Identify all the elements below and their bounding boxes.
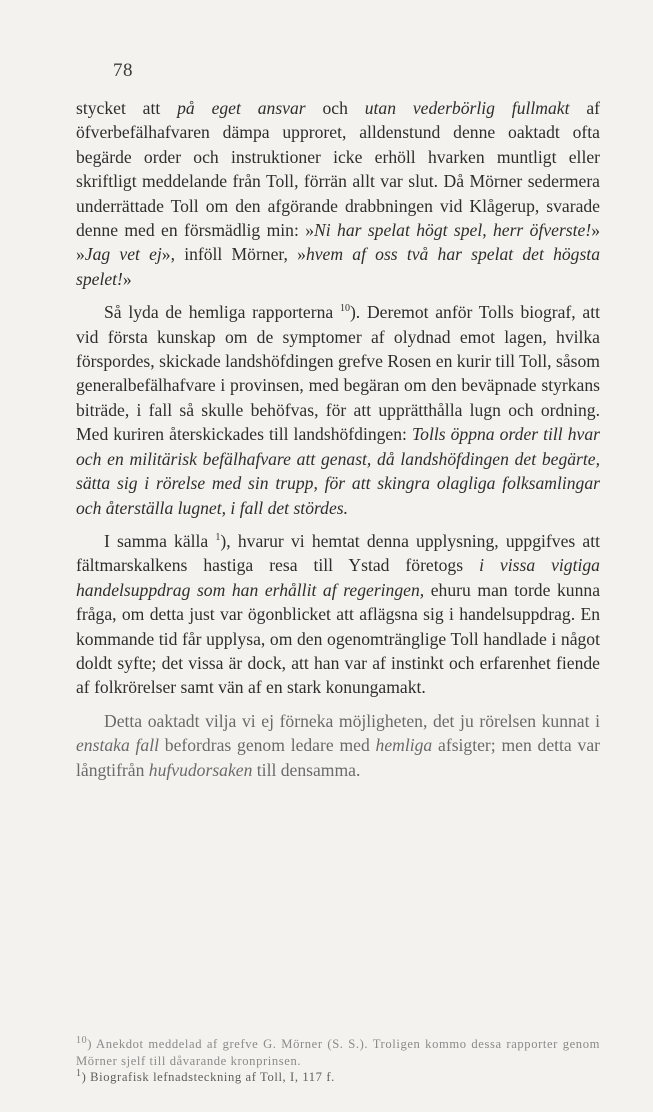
italic-text: på eget ansvar [177, 98, 306, 118]
body-text-run: ), hvarur vi hemtat denna upplysning, uppgifves att fältmarskalkens hastiga resa till Ystad företogs [76, 530, 600, 576]
italic-text: enstaka fall [76, 735, 159, 756]
footnote-reference: 1 [215, 532, 221, 544]
footnote-text: ) Biografisk lefnadsteckning af Toll, I, 117 f. [81, 1070, 335, 1085]
body-text [76, 96, 600, 782]
body-text-run: » [122, 268, 132, 289]
body-text-run: af öfverbefälhafvaren dämpa upproret, alldenstund denne oaktadt ofta begärde order och instruktioner icke erhöll hvarken muntligt eller skriftligt meddelande från Toll, förrän allt var slut. Då Mörner sedermera underrättade Toll om den afgörande drabbningen vid Klågerup, svarade denne med en försmädlig min: » [76, 98, 600, 241]
body-text-run: befordras genom ledare med [159, 735, 376, 756]
page-number: 78 [113, 60, 133, 81]
body-text-run: I samma källa [104, 530, 216, 551]
body-text-run: Detta oaktadt vilja vi ej förneka möjligheten, det ju rörelsen kunnat i [104, 710, 600, 731]
body-text-run: afsigter; men detta var långtifrån [76, 735, 600, 780]
italic-text: i vissa vigtiga handelsuppdrag som han erhållit af regeringen, [76, 555, 600, 600]
footnotes [76, 1036, 600, 1086]
footnote-text: ) Anekdot meddelad af grefve G. Mörner (S. S.). Troligen kommo dessa rapporter genom Mörner sjelf till dåvarande kronprinsen. [76, 1037, 600, 1068]
italic-text: Tolls öppna order till hvar och en militärisk befälhafvare att genast, då landshöfdingen det begärte, sätta sig i rörelse med sin trupp, för att skingra olagliga folksamlingar och återställa lugnet, i fall det stördes. [76, 424, 600, 518]
body-text-run: ). Deremot anför Tolls biograf, att vid första kunskap om de symptomer af olydnad emot lagen, hvilka förspordes, skickade landshöfdingen grefve Rosen en kurir till Toll, såsom generalbefälhafvare i provinsen, med begäran om den beväpnade styrkans biträde, i fall så skulle behöfvas, för att upprätthålla lugn och ordning. Med kuriren återskickades till landshöfdingen: [76, 302, 600, 445]
paragraph-2 [76, 300, 600, 520]
footnote-1 [76, 1069, 600, 1086]
paragraph-3 [76, 529, 600, 700]
footnote-marker: 1 [76, 1068, 82, 1079]
body-text-run: » » [76, 220, 600, 265]
body-text-run: ehuru man torde kunna fråga, om detta just var ögonblicket att aflägsna sig i handelsuppdrag. En kommande tid får upplysa, om den ogenomtränglige Toll handlade i något doldt syfte; det vissa är dock, att han var af instinkt och erfarenhet fiende af folkrörelser samt vän af en stark konungamakt. [76, 579, 601, 698]
body-text-run: och [305, 98, 365, 118]
body-text-run: Så lyda de hemliga rapporterna [104, 302, 340, 323]
italic-text: hvem af oss två har spelat det högsta spelet! [76, 244, 600, 289]
body-text-run: stycket att [76, 98, 178, 118]
italic-text: utan vederbörlig fullmakt [364, 98, 570, 118]
italic-text: Jag vet ej [84, 244, 162, 265]
paragraph-1 [76, 96, 600, 291]
body-text-run: », inföll Mörner, » [161, 244, 306, 265]
body-text-run: till densamma. [252, 759, 361, 780]
footnote-marker: 10 [76, 1034, 88, 1046]
italic-text: hemliga [375, 735, 433, 756]
footnote-10 [76, 1036, 600, 1069]
italic-text: Ni har spelat högt spel, herr öfverste! [314, 220, 592, 241]
italic-text: hufvudorsaken [148, 759, 253, 780]
paragraph-4 [76, 709, 600, 782]
footnote-reference: 10 [339, 303, 350, 315]
